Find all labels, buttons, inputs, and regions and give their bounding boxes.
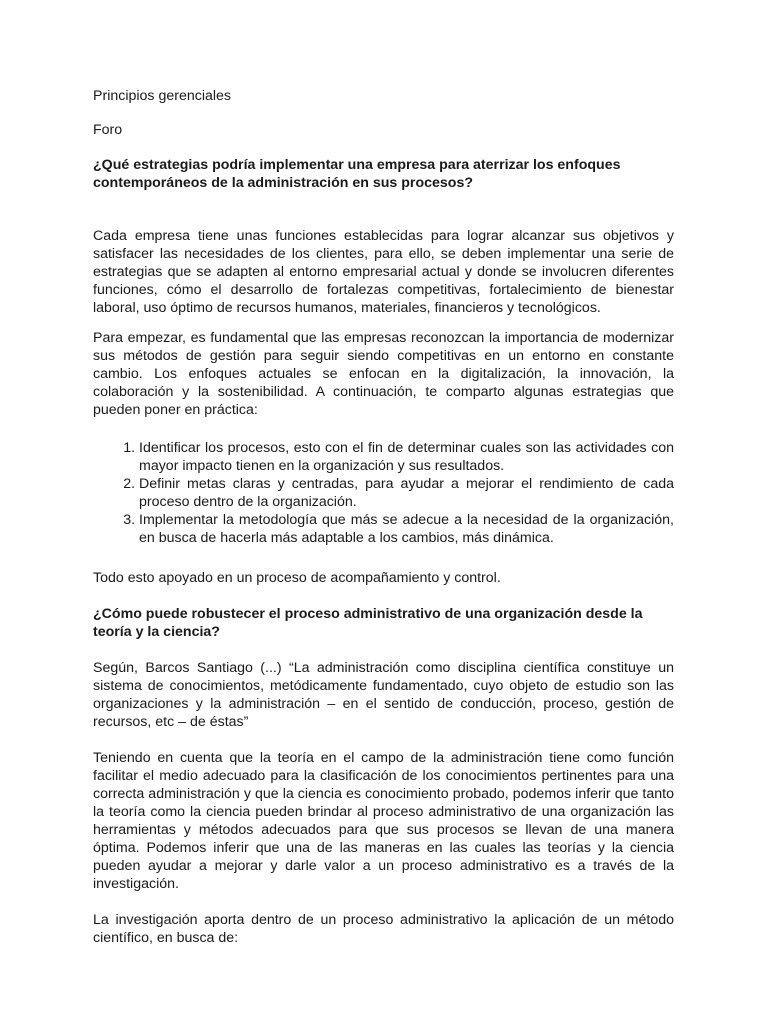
question-heading-2: ¿Cómo puede robustecer el proceso administrativo de una organización desde la teoría y la ciencia? bbox=[93, 606, 643, 640]
paragraph-6: La investigación aporta dentro de un proceso administrativo la aplicación de un método científico, en busca de: bbox=[93, 912, 674, 946]
paragraph-4: Según, Barcos Santiago (...) “La administración como disciplina científica constituye un sistema de conocimientos, metódicamente fundamentado, cuyo objeto de estudio son las organizaciones y la administración – en el sentido de conducción, proceso, gestión de recursos, etc – de éstas” bbox=[93, 660, 674, 730]
question-heading-1: ¿Qué estrategias podría implementar una empresa para aterrizar los enfoques contemporáneos de la administración en sus procesos? bbox=[93, 157, 621, 191]
document-body bbox=[93, 87, 674, 947]
document-title: Principios gerenciales bbox=[93, 88, 232, 104]
strategy-item-1: 1. Identificar los procesos, esto con el fin de determinar cuales son las actividades con mayor impacto tienen en la organización y sus resultados. bbox=[139, 439, 674, 475]
strategy-item-3: 3. Implementar la metodología que más se adecue a la necesidad de la organización, en busca de hacerla más adaptable a los cambios, más dinámica. bbox=[139, 511, 674, 547]
strategies-list bbox=[93, 439, 674, 547]
forum-label: Foro bbox=[93, 122, 123, 138]
paragraph-2: Para empezar, es fundamental que las empresas reconozcan la importancia de modernizar sus métodos de gestión para seguir siendo competitivas en un entorno en constante cambio. Los enfoques actuales se enfocan en la digitalización, la innovación, la colaboración y la sostenibilidad. A continuación, te comparto algunas estrategias que pueden poner en práctica: bbox=[93, 330, 674, 418]
paragraph-1: Cada empresa tiene unas funciones establecidas para lograr alcanzar sus objetivos y satisfacer las necesidades de los clientes, para ello, se deben implementar una serie de estrategias que se adapten al entorno empresarial actual y donde se involucren diferentes funciones, cómo el desarrollo de fortalezas competitivas, fortalecimiento de bienestar laboral, uso óptimo de recursos humanos, materiales, financieros y tecnológicos. bbox=[93, 228, 674, 316]
paragraph-5: Teniendo en cuenta que la teoría en el campo de la administración tiene como función facilitar el medio adecuado para la clasificación de los conocimientos pertinentes para una correcta administración y que la ciencia es conocimiento probado, podemos inferir que tanto la teoría como la ciencia pueden brindar al proceso administrativo de una organización las herramientas y métodos adecuados para que sus procesos se llevan de una manera óptima. Podemos inferir que una de las maneras en las cuales las teorías y la ciencia pueden ayudar a mejorar y darle valor a un proceso administrativo es a través de la investigación. bbox=[93, 750, 674, 892]
paragraph-3: Todo esto apoyado en un proceso de acompañamiento y control. bbox=[93, 570, 501, 586]
strategy-item-2: 2. Definir metas claras y centradas, para ayudar a mejorar el rendimiento de cada proceso dentro de la organización. bbox=[139, 475, 674, 511]
